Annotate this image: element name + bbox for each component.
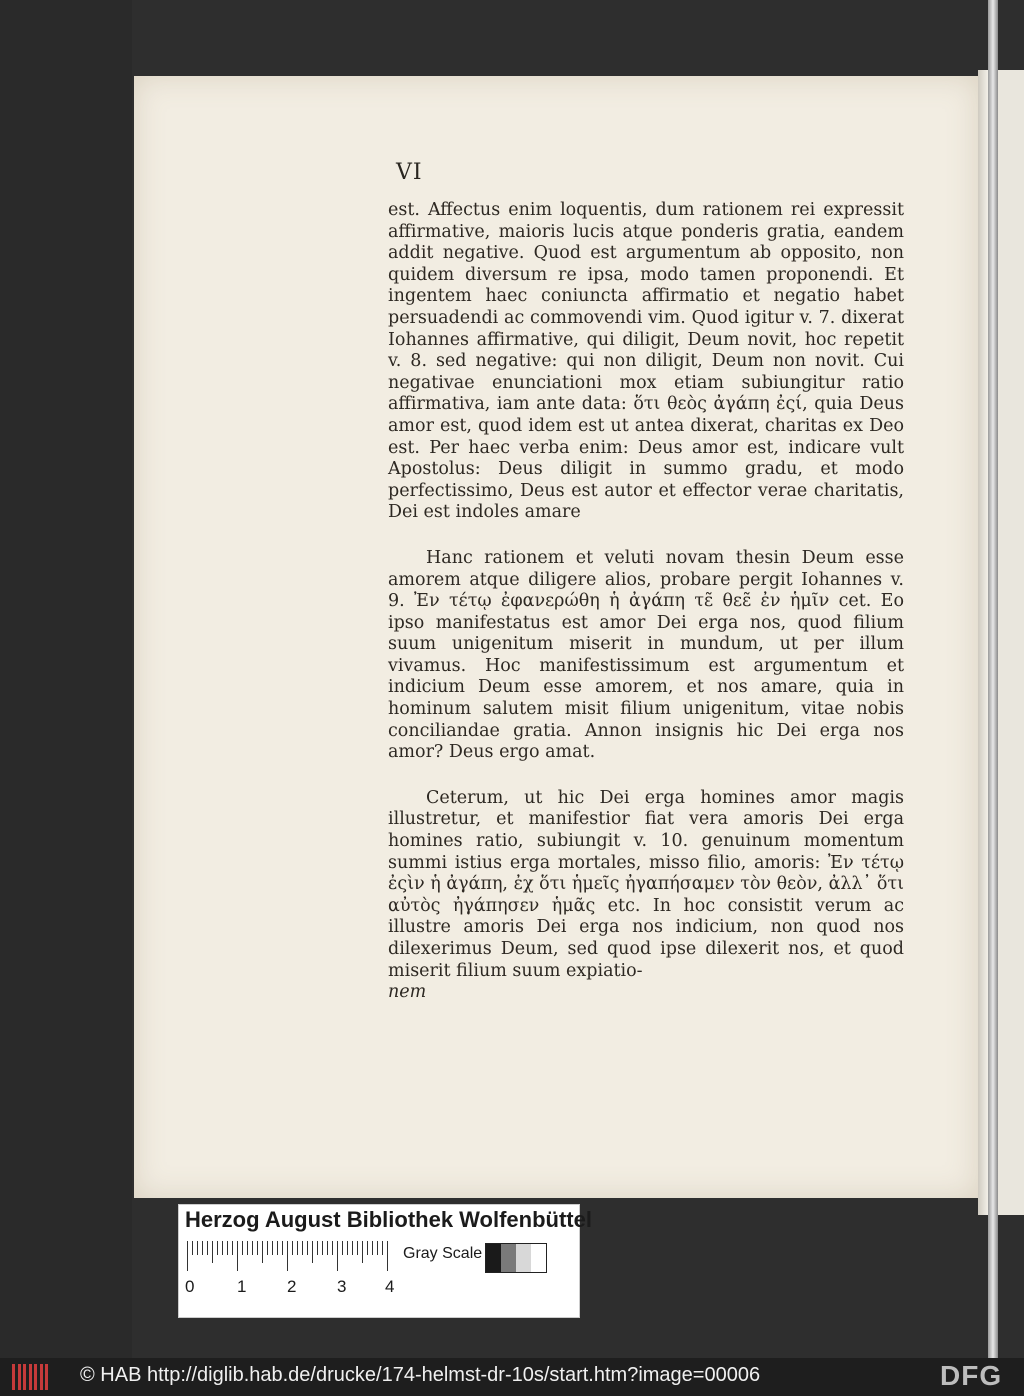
- ruler-tick: [237, 1241, 238, 1271]
- ruler-tick: [342, 1241, 343, 1255]
- ruler-tick: [252, 1241, 253, 1255]
- color-calibration-card: [178, 1204, 592, 1318]
- ruler-tick: [327, 1241, 328, 1255]
- adjacent-page-edge: [978, 70, 1024, 1215]
- scanner-bed: [0, 0, 132, 1358]
- gray-swatch: [516, 1244, 531, 1272]
- scale-number: 1: [237, 1277, 247, 1296]
- ruler-tick: [312, 1241, 313, 1263]
- ruler-scale: [187, 1241, 399, 1275]
- scale-number: 0: [185, 1277, 195, 1296]
- book-clamp: [988, 0, 998, 1358]
- card-title: Herzog August Bibliothek Wolfenbüttel: [185, 1207, 592, 1232]
- ruler-tick: [272, 1241, 273, 1255]
- ruler-tick: [202, 1241, 203, 1255]
- ruler-tick: [377, 1241, 378, 1255]
- ruler-tick: [362, 1241, 363, 1263]
- ruler-tick: [282, 1241, 283, 1255]
- ruler-tick: [197, 1241, 198, 1255]
- ruler-tick: [262, 1241, 263, 1263]
- ruler-tick: [352, 1241, 353, 1255]
- paragraph-2: Hanc rationem et veluti novam thesin Deum esse amorem atque diligere alios, probare pergit Iohannes v. 9. Ἐν τέτῳ ἐφανερώθη ἡ ἀγάπη τε̃ θεε̃ ἐν ἡμῖν cet. Eo ipso manifestatus est amor Dei erga nos, quod filium suum unigenitum miserit in mundum, ut per illum vivamus. Hoc manifestissimum est argumentum et indicium Deum esse amorem, et nos amare, quia in hominum salutem misit filium unigenitum, vitae nobis conciliandae gratia. Annon insignis hic Dei erga nos amor? Deus ergo amat.: [388, 547, 904, 763]
- ruler-tick: [257, 1241, 258, 1255]
- ruler-tick: [207, 1241, 208, 1255]
- ruler-tick: [337, 1241, 338, 1271]
- ruler-tick: [367, 1241, 368, 1255]
- barcode-logo-icon: [12, 1364, 48, 1390]
- ruler-tick: [192, 1241, 193, 1255]
- ruler-tick: [387, 1241, 388, 1271]
- ruler-tick: [372, 1241, 373, 1255]
- source-credit: © HAB http://diglib.hab.de/drucke/174-helmst-dr-10s/start.htm?image=00006: [80, 1364, 761, 1386]
- gray-swatch: [531, 1244, 546, 1272]
- paragraph-3: Ceterum, ut hic Dei erga homines amor magis illustretur, et manifestior fiat vera amoris Dei erga homines ratio, subiungit v. 10. genuinum momentum summi istius erga mortales, misso filio, amoris: Ἐν τέτῳ ἐςὶν ἡ ἀγάπη, ἐχ ὅτι ἡμεῖς ἠγαπήσαμεν τὸν θεὸν, ἀλλ᾽ ὅτι αὐτὸς ἠγάπησεν ἡμᾶς etc. In hoc consistit verum ac illustre amoris Dei erga nos indicium, non quod nos dilexerimus Deum, sed quod ipse dilexerit nos, et quod miserit filium suum expiatio-: [388, 787, 904, 981]
- ruler-tick: [187, 1241, 188, 1271]
- ruler-tick: [227, 1241, 228, 1255]
- ruler-tick: [297, 1241, 298, 1255]
- ruler-tick: [287, 1241, 288, 1271]
- ruler-tick: [292, 1241, 293, 1255]
- ruler-tick: [382, 1241, 383, 1255]
- ruler-tick: [302, 1241, 303, 1255]
- gray-swatch: [501, 1244, 516, 1272]
- ruler-tick: [317, 1241, 318, 1255]
- ruler-tick: [277, 1241, 278, 1255]
- ruler-tick: [307, 1241, 308, 1255]
- paragraph-1: est. Affectus enim loquentis, dum rationem rei expressit affirmative, maioris lucis atque ponderis gratia, eandem addit negative. Quod est argumentum ab opposito, non quidem diversum re ipsa, modo tamen proponendi. Et ingentem haec coniuncta affirmatio et negatio habet persuadendi ac commovendi vim. Quod igitur v. 7. dixerat Iohannes affirmative, qui diligit, Deum novit, hoc repetit v. 8. sed negative: qui non diligit, Deum non novit. Cui negativae enunciationi mox etiam subiungitur ratio affirmativa, iam ante data: ὅτι θεὸς ἀγάπη ἐςί, quia Deus amor est, quod idem est ut antea dixerat, charitas ex Deo est. Per haec verba enim: Deus amor est, indicare vult Apostolus: Deus diligit in summo gradu, et modo perfectissimo, Deus est autor et effector verae charitatis, Dei est indoles amare: [388, 200, 904, 523]
- scale-number: 4: [385, 1277, 395, 1296]
- gray-swatches: [485, 1243, 547, 1273]
- ruler-tick: [212, 1241, 213, 1263]
- body-text: [388, 200, 904, 1004]
- ruler-tick: [242, 1241, 243, 1255]
- ruler-tick: [347, 1241, 348, 1255]
- ruler-tick: [232, 1241, 233, 1255]
- gray-scale-label: Gray Scale: [403, 1245, 483, 1262]
- gray-swatch: [486, 1244, 501, 1272]
- ruler-tick: [357, 1241, 358, 1255]
- scale-number: 2: [287, 1277, 297, 1296]
- ruler-tick: [222, 1241, 223, 1255]
- scale-number: 3: [337, 1277, 347, 1296]
- ruler-tick: [217, 1241, 218, 1255]
- ruler-tick: [247, 1241, 248, 1255]
- ruler-tick: [332, 1241, 333, 1255]
- dfg-logo: DFG: [940, 1360, 1003, 1391]
- catchword: nem: [388, 982, 427, 1003]
- viewer-footer: [0, 1358, 1024, 1396]
- ruler-tick: [267, 1241, 268, 1255]
- ruler-tick: [322, 1241, 323, 1255]
- page-number: VI: [396, 160, 423, 185]
